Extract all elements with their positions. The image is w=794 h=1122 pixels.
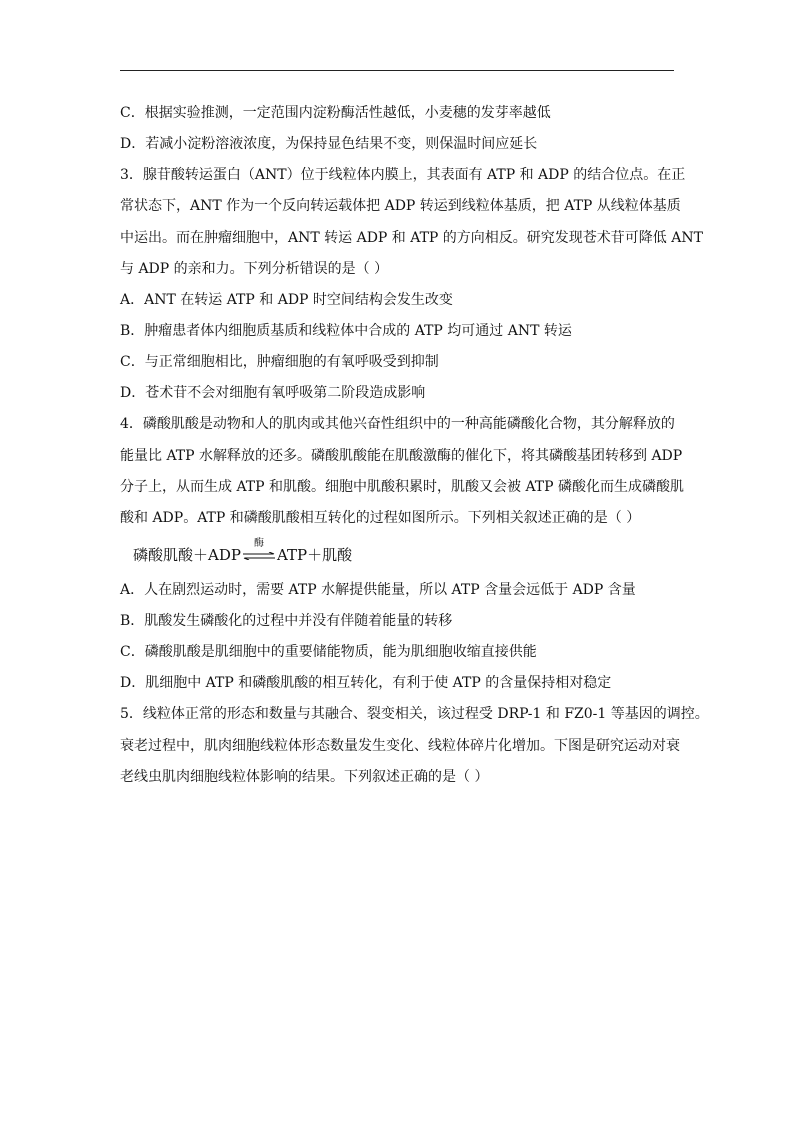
question-5-line-3: 老线虫肌肉细胞线粒体影响的结果。下列叙述正确的是（ ）	[120, 769, 489, 785]
question-4-line-2: 能量比 ATP 水解释放的还多。磷酸肌酸能在肌酸激酶的催化下，将其磷酸基团转移到 ADP	[120, 448, 683, 464]
question-5-line-1: 5．线粒体正常的形态和数量与其融合、裂变相关，该过程受 DRP-1 和 FZ0-1 等基因的调控。	[120, 706, 709, 722]
question-4-line-1: 4．磷酸肌酸是动物和人的肌肉或其他兴奋性组织中的一种高能磷酸化合物，其分解释放的	[120, 416, 675, 432]
equation-left: 磷酸肌酸＋ADP	[133, 546, 241, 564]
enzyme-label: 酶	[253, 538, 264, 549]
question-5-line-2: 衰老过程中，肌肉细胞线粒体形态数量发生变化、线粒体碎片化增加。下图是研究运动对衰	[120, 738, 680, 754]
option-3c: C．与正常细胞相比，肿瘤细胞的有氧呼吸受到抑制	[120, 354, 439, 370]
header-rule	[120, 70, 674, 71]
equation-right: ATP＋肌酸	[276, 546, 353, 564]
option-2d: D．若减小淀粉溶液浓度，为保持显色结果不变，则保温时间应延长	[120, 136, 538, 152]
option-4c: C．磷酸肌酸是肌细胞中的重要储能物质，能为肌细胞收缩直接供能	[120, 644, 537, 660]
reaction-equation	[133, 538, 353, 565]
question-3-line-3: 中运出。而在肿瘤细胞中，ANT 转运 ADP 和 ATP 的方向相反。研究发现苍术苷可降低 ANT	[120, 230, 703, 246]
reversible-arrow	[242, 538, 276, 565]
option-4b: B．肌酸发生磷酸化的过程中并没有伴随着能量的转移	[120, 613, 453, 629]
option-2c: C．根据实验推测，一定范围内淀粉酶活性越低，小麦穗的发芽率越低	[120, 105, 551, 121]
option-4a: A．人在剧烈运动时，需要 ATP 水解提供能量，所以 ATP 含量会远低于 ADP 含量	[120, 582, 636, 598]
question-3-line-4: 与 ADP 的亲和力。下列分析错误的是（ ）	[120, 261, 389, 277]
reversible-arrow-icon	[242, 552, 276, 560]
question-4-line-4: 酸和 ADP。ATP 和磷酸肌酸相互转化的过程如图所示。下列相关叙述正确的是（ ）	[120, 510, 641, 526]
option-3a: A．ANT 在转运 ATP 和 ADP 时空间结构会发生改变	[120, 292, 453, 308]
option-4d: D．肌细胞中 ATP 和磷酸肌酸的相互转化，有利于使 ATP 的含量保持相对稳定	[120, 675, 612, 691]
question-3-line-1: 3．腺苷酸转运蛋白（ANT）位于线粒体内膜上，其表面有 ATP 和 ADP 的结合位点。在正	[120, 167, 686, 183]
option-3b: B．肿瘤患者体内细胞质基质和线粒体中合成的 ATP 均可通过 ANT 转运	[120, 323, 572, 339]
question-3-line-2: 常状态下，ANT 作为一个反向转运载体把 ADP 转运到线粒体基质，把 ATP 从线粒体基质	[120, 198, 681, 214]
option-3d: D．苍术苷不会对细胞有氧呼吸第二阶段造成影响	[120, 385, 426, 401]
question-4-line-3: 分子上，从而生成 ATP 和肌酸。细胞中肌酸积累时，肌酸又会被 ATP 磷酸化而生成磷酸肌	[120, 479, 685, 495]
